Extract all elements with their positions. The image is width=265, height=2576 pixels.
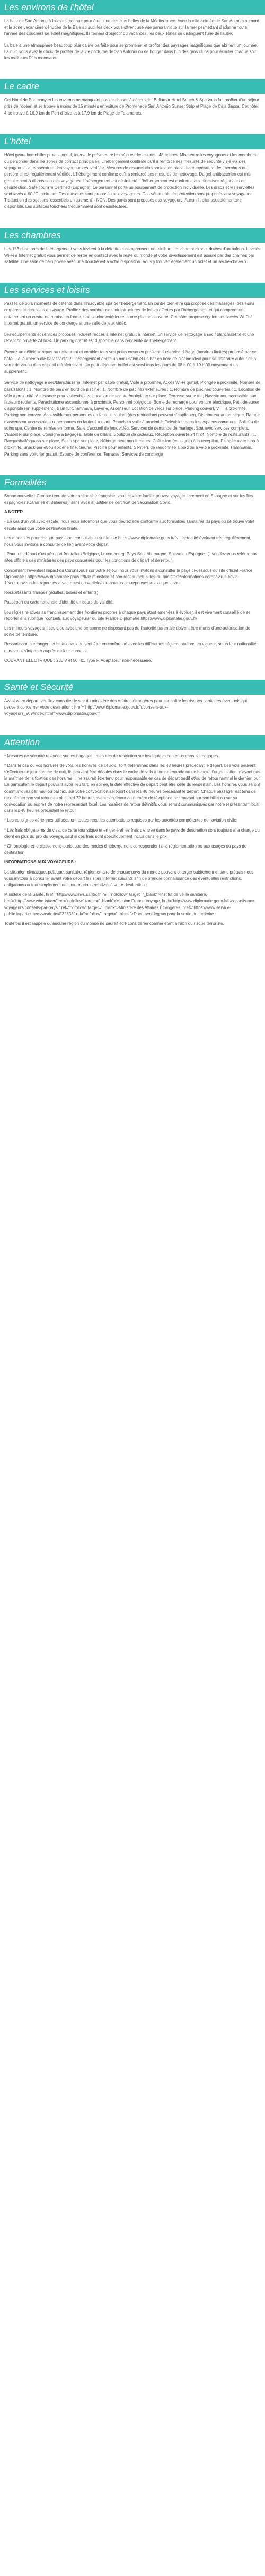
section-services xyxy=(0,298,265,464)
section-title: L'hôtel xyxy=(4,136,31,146)
section-title: Les chambres xyxy=(4,230,61,240)
paragraph: Les 153 chambres de l'hébergement vous invitent à la détente et comprennent un minibar. Les chambres sont dotées d'un balcon. L'accès Wi-Fi à Internet gratuit vous permet de rester en contact avec le reste du monde et votre divertissement est assuré par des chaînes par satellite. Une salle de bain privée avec une douche est à votre disposition. Vous y trouvez également un bidet et un sèche-cheveux. xyxy=(4,246,261,265)
section-title: Les services et loisirs xyxy=(4,285,90,295)
section-cadre xyxy=(0,94,265,124)
section-sante xyxy=(0,695,265,724)
section-title: Les environs de l'hôtel xyxy=(4,2,94,12)
info-voyageurs-heading: INFORMATIONS AUX VOYAGEURS : xyxy=(4,860,76,865)
paragraph: La baie a une atmosphère beaucoup plus calme parfaite pour se promener et profiter des paysages magnifiques que abritent un journée. La nuit, vous avez le choix de profiter de la vie nocturne de San Antonio ou de bouger dans l'un des gros clubs pour écouter chaque soir les meilleurs DJ's mondiaux. xyxy=(4,42,258,61)
paragraph: Hôtel géant immobilier professionnel, intervalle prévu entre les séjours des clients : 48 heures. Mise entre les voyageurs et les membres du personnel dans les zones de contact principales. L'hébergement confirme qu'il a renforcé ses mesures de sécurité vis-à-vis des voyageurs. La température des voyageurs est vérifiée. Mesures de distanciation sociale en place. La température des membres du personnel est régulièrement vérifiée. L'hébergement confirme qu'il a renforcé ses mesures de nettoyage. Du gel antibactérien est mis gratuitement à disposition des voyageurs. L'hébergement est désinfecté. L'hébergement est conforme aux directives régionales de désinfection. Safe Tourism Certified (Espagne). Le personnel porte un équipement de protection individuelle. Les draps et les serviettes sont lavés à 60 °C minimum. Des masques sont proposés aux voyageurs. Des vêtements de protection sont proposés aux voyageurs. Traduction des sections 'essentiels uniquement' - NON. Des gants sont proposés aux voyageurs. Aucun lit pliant/supplémentaire disponible. Les surfaces touchées fréquemment sont désinfectées. xyxy=(4,152,256,209)
section-header-cadre xyxy=(0,79,265,94)
paragraph: Passez de purs moments de détente dans l'incroyable spa de l'hébergement, un centre bien-être qui propose des massages, des soins corporels et des soins du visage. Profitez des nombreuses infrastructures de loisirs offertes par l'hébergement et qui comprennent notamment un centre de remise en forme, une piscine extérieure et une piscine couverte. Cet hôtel propose également l'accès Wi-Fi à Internet gratuit, un service de concierge et une salle de jeux vidéo. xyxy=(4,301,254,326)
note-heading: A NOTER xyxy=(4,510,23,515)
paragraph: Les mineurs voyageant seuls ou avec une personne ne disposant pas de l'autorité parentale doivent être munis d'une autorisation de sortie de territoire. xyxy=(4,625,251,638)
section-header-chambres xyxy=(0,228,265,243)
section-header-services xyxy=(0,283,265,298)
section-header-hotel xyxy=(0,134,265,149)
paragraph: Toutefois il est rappelé qu'aucune région du monde ne saurait être considérée comme étant à l'abri du risque terroriste. xyxy=(4,921,224,927)
paragraph: * Mesures de sécurité relevées sur les bagages : mesures de restriction sur les liquides contenus dans les bagages. xyxy=(4,753,219,758)
section-header-attention xyxy=(0,735,265,750)
paragraph: Ressortissants étrangers et binationaux doivent être en conformité avec les différentes réglementations en vigueur, selon leur nationalité et devront s'informer auprès de leur consulat. xyxy=(4,642,257,653)
paragraph: * Chronologie et le classement touristique des modes d'hébergement correspondent à la réglementation ou aux usages du pays de destination. xyxy=(4,844,247,855)
paragraph: La situation climatique, politique, sanitaire, réglementaire de chaque pays du monde pouvant changer subitement et sans préavis nous vous invitons à consulter avant votre départ les sites Internet suivants afin de prendre connaissance des éventuelles restrictions, obligations ou tout simplement des informations relatives à votre destination : xyxy=(4,869,254,888)
paragraph: * Les frais obligatoires de visa, de carte touristique et en général les frais d'entrée dans le pays de destination sont toujours à la charge du client en plus du prix du voyage, sauf si ces frais sont spécifiquement inclus dans le prix. xyxy=(4,827,260,839)
paragraph: Prenez un délicieux repas au restaurant et combler tous vos petits creux en profitant du service d'étage (horaires limités) proposé par cet hôtel. La journée a été harassante ? L'hébergement abrite un bar / salon et un bar en bord de piscine idéal pour se détendre autour d'un verre de vin ou d'un cocktail rafraîchissant. Un petit-déjeuner buffet est servi tous les jours de 08 h 00 à 10 h 00 moyennant un supplément. xyxy=(4,350,258,374)
paragraph: Passeport ou carte nationale d'identité en cours de validité. xyxy=(4,600,114,605)
section-title: Formalités xyxy=(4,477,47,487)
paragraph: La baie de San Antonio à Ibiza est connue pour être l'une des plus belles de la Méditerranée. Avec la ville animée de San Antonio au nord et la zone vacancière dénudée de la Baie au sud, les deux vous offrent une vue panoramique sur la mer permettant d'admirer toute l'année des couchers de soleil magnifiques. Ils termes d'objectif du vacances, les deux zones se distinguent l'une de l'autre. xyxy=(4,19,259,37)
section-environs xyxy=(0,15,265,68)
paragraph: Service de nettoyage à sec/blanchisserie, Internet par câble gratuit, Voile à proximité, Accès Wi-Fi gratuit, Plongée à proximité, Nombre de bars/salons : 1, Nombre de bars en bord de piscine : 1, Nombre de piscines extérieures : 1, Nombre de piscines couvertes : 1, Location de vélo à proximité, Assistance pour visites/billets, Location de scooter/mobylette sur place, Terrasse sur le toit, Navette non accessible aux fauteuils roulants, Parachutisme ascensionnel à proximité, Personnel polyglotte, Borne de recharge pour voiture électrique, Petit-déjeuner disponible (en supplément), Bain turc/hammam, Laverie, Ascenseur, Location de vélos sur place, Parking couvert, VTT à proximité, Parking non couvert, Accessible aux personnes en fauteuil roulant (des restrictions peuvent s'appliquer), Distributeur automatique, Rampe d'ascenseur accessible aux personnes en fauteuil roulant, Planche à voile à proximité, Télévision dans les espaces communs, Salle(s) de soins spa, Centre de remise en forme, Salle d'accueil de jeux vidéo, Services de demande de mariage, Spa avec services complets, Vaisselier sur place, Consigne à bagages, Table de billard, Boutique de cadeaux, Réception ouverte 24 h/24, Nombre de restaurants : 1, Racquetball/squash sur place, Soins spa sur place, Hébergement non-fumeurs, Coffre-fort (consigne) à la réception, Plongée avec tuba à proximité, Snack-bar et/ou épicerie fine, Sauna, Piscine pour enfants, Sentiers de randonnée à pied ou à vélo à proximité, Hammams, Parking sans voiturier gratuit, Espace de conférence, Terrasse, Services de concierge xyxy=(4,380,261,457)
paragraph: Les équipements et services proposés incluent l'accès à Internet gratuit à Internet, un service de nettoyage à sec / blanchisserie et une réception ouverte 24 h/24. Un parking gratuit est disponible dans l'enceinte de l'hébergement. xyxy=(4,332,254,344)
links-paragraph[interactable]: Ministère de la Santé, href="http://www.invs.sante.fr" rel="nofollow" target="_blank">Institut de veille sanitaire, href="http://www.who.int/en/" rel="nofollow" target="_blank">Mission France Voyage, href="http://www.diplomatie.gouv.fr/fr/conseils-aux-voyageurs/conseils-par-pays/" rel="nofollow" target="_blank">Ministère des Affaires Étrangères, href="https://www.service-public.fr/particuliers/vosdroits/F32833" rel="nofollow" target="_blank">Document légaux pour la sortie du territoire. xyxy=(4,892,256,916)
paragraph: Avant votre départ, veuillez consulter le site du ministère des Affaires étrangères pour connaître les risques sanitaires éventuels qui peuvent concerner votre destination : href="http://www.diplomatie.gouv.fr/fr/conseils-aux-voyageurs_909/index.html">www.diplomatie.gouv.fr xyxy=(4,698,248,717)
covid-link-paragraph[interactable]: Concernant l'éventuel impact du Coronavirus sur votre séjour, nous vous invitons à consulter la page ci-dessous du site officiel France Diplomatie : https://www.diplomatie.gouv.fr/fr/le-ministere-et-son-reseau/actualites-du-ministere/informations-coronavirus-covid-19/coronavirus-les-reponses-a-vos-questions/article/coronavirus-les-reponses-a-vos-questions xyxy=(4,567,253,586)
paragraph: Les règles relatives au franchissement des frontières propres à chaque pays étant amenées à évoluer, il est vivement conseillé de se reporter à la rubrique "conseils aux voyageurs" du site France Diplomatie.https://www.diplomatie.gouv.fr/ xyxy=(4,609,251,621)
paragraph: Bonne nouvelle : Compte tenu de votre nationalité française, vous et votre famille pouvez voyager librement en Espagne et sur les îles espagnoles (Canaries et Baléares), sans avoir à justifier de certificat de vaccination Covid. xyxy=(4,493,253,505)
section-chambres xyxy=(0,243,265,273)
paragraph: * Les consignes aériennes utilisées ont toutes reçu les autorisations requises par les autorités compétentes de l'aviation civile. xyxy=(4,818,238,823)
paragraph: Les modalités pour chaque pays sont consultables sur le site https://www.diplomatie.gouv.fr/fr/ L'actualité évoluant très régulièrement, nous vous invitons à consulter ce lien avant votre départ. xyxy=(4,535,251,547)
section-header-formalites xyxy=(0,475,265,490)
section-attention xyxy=(0,750,265,933)
section-header-sante xyxy=(0,680,265,695)
section-formalites xyxy=(0,490,265,669)
paragraph: Cet Hotel de Portmany et les environs ne manquent pas de choses à découvrir : Bellamar Hotel Beach & Spa vous fait profiter d'un séjour près de l'océan et se trouve à moins de 15 minutes en voiture de Promenade San Antonio Sunset Strip et Plage de Cala Bassa. Cet hôtel 4 se trouve à 16,9 km de Port d'Ibiza et à 17,9 km de Plage de Talamanca. xyxy=(4,98,259,116)
section-header-environs xyxy=(0,0,265,15)
section-hotel xyxy=(0,149,265,217)
paragraph: COURANT ELECTRIQUE : 230 V et 50 Hz. Type F. Adaptateur non-nécessaire. xyxy=(4,658,152,663)
paragraph: - Pour tout départ d'un aéroport frontalier (Belgique, Luxembourg, Pays-Bas, Allemagne, Suisse ou Espagne...), veuillez vous référer aux sites officiels des ministères des pays concernés pour les conditions de départ et de retour. xyxy=(4,552,258,563)
paragraph: * Dans le cas où vos horaires de vols, les horaires de ceux-ci sont déterminés dans les 48 heures précédant le départ. Les vols peuvent s'effectuer de jour comme de nuit, ils peuvent être décalés dans le cadre de vols à forte demande ou de besoin d'organisation, n'ayant pas la maîtrise de la fixation des horaires, il ne saurait être tenu pour responsable en cas de départ tardif et/ou de retour matinal le dernier jour. En particulier, le départ pouvant avoir lieu tard en soirée, la date effective de départ peut être celle du lendemain. Les horaires vous seront communiqués par mail ou par fax, sur votre convocation aéroport dans les 48 heures précédant le départ. Chaque passager est tenu de reconfirmer son vol retour au plus tard 72 heures avant son retour au numéro de téléphone se trouvant sur son billet ou sur sa convocation ou auprès de notre représentant local. Les horaires de retour définitifs vous seront communiqués par notre représentant local dans les 48 heures précédant le retour. xyxy=(4,763,261,814)
section-title: Le cadre xyxy=(4,81,40,92)
paragraph: - En cas d'un vol avec escale, nous vous informons que vous devrez être conforme aux formalités sanitaires du pays où se trouve votre escale ainsi que votre destination finale. xyxy=(4,519,255,531)
section-title: Attention xyxy=(4,737,40,747)
section-title: Santé et Sécurité xyxy=(4,682,74,692)
subheading-ressortissants: Ressortissants français (adultes, bébés et enfants) : xyxy=(4,590,101,596)
